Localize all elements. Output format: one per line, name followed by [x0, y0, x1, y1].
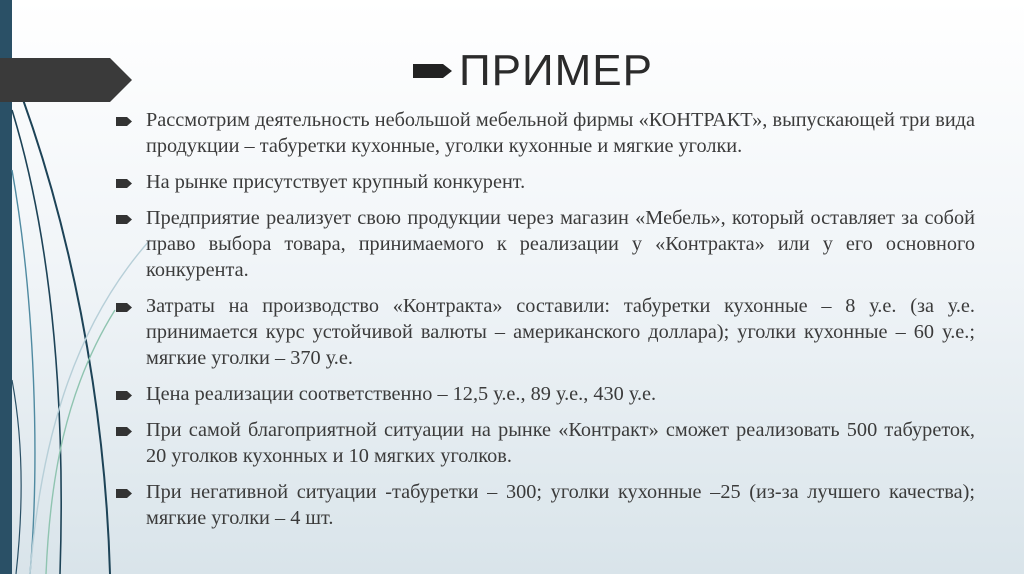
list-item	[115, 417, 975, 469]
bullet-text: Цена реализации соответственно – 12,5 у.е., 89 у.е., 430 у.е.	[146, 383, 657, 405]
bullet-text: При негативной ситуации -табуретки – 300; уголки кухонные –25 (из-за лучшего качества); мягкие уголки – 4 шт.	[146, 481, 975, 529]
arrow-bullet-icon	[116, 117, 132, 126]
list-item	[115, 381, 975, 407]
arrow-bullet-icon	[413, 63, 453, 79]
arrow-bullet-icon	[116, 489, 132, 498]
arrow-bullet-icon	[116, 179, 132, 188]
list-item	[115, 479, 975, 531]
title-tab-shape	[0, 58, 132, 102]
slide-title: ПРИМЕР	[459, 46, 653, 95]
bullet-text: При самой благоприятной ситуации на рынке «Контракт» сможет реализовать 500 табуреток, 20 уголков кухонных и 10 мягких уголков.	[146, 419, 975, 467]
arrow-bullet-icon	[116, 427, 132, 436]
bullet-text: Предприятие реализует свою продукции через магазин «Мебель», который оставляет за собой право выбора товара, принимаемого к реализации у «Контракта» или у его основного конкурента.	[146, 207, 975, 281]
list-item	[115, 169, 975, 195]
list-item	[115, 293, 975, 371]
list-item	[115, 205, 975, 283]
bullet-list	[115, 107, 975, 541]
bullet-text: Рассмотрим деятельность небольшой мебельной фирмы «КОНТРАКТ», выпускающей три вида продукции – табуретки кухонные, уголки кухонные и мягкие уголки.	[146, 109, 975, 157]
arrow-bullet-icon	[116, 391, 132, 400]
arrow-bullet-icon	[116, 215, 132, 224]
bullet-text: Затраты на производство «Контракта» составили: табуретки кухонные – 8 у.е. (за у.е. принимается курс устойчивой валюты – американского доллара); уголки кухонные – 60 у.е.; мягкие уголки – 370 у.е.	[146, 295, 975, 369]
arrow-bullet-icon	[116, 303, 132, 312]
title-area	[413, 36, 653, 106]
bullet-text: На рынке присутствует крупный конкурент.	[146, 171, 526, 193]
list-item	[115, 107, 975, 159]
